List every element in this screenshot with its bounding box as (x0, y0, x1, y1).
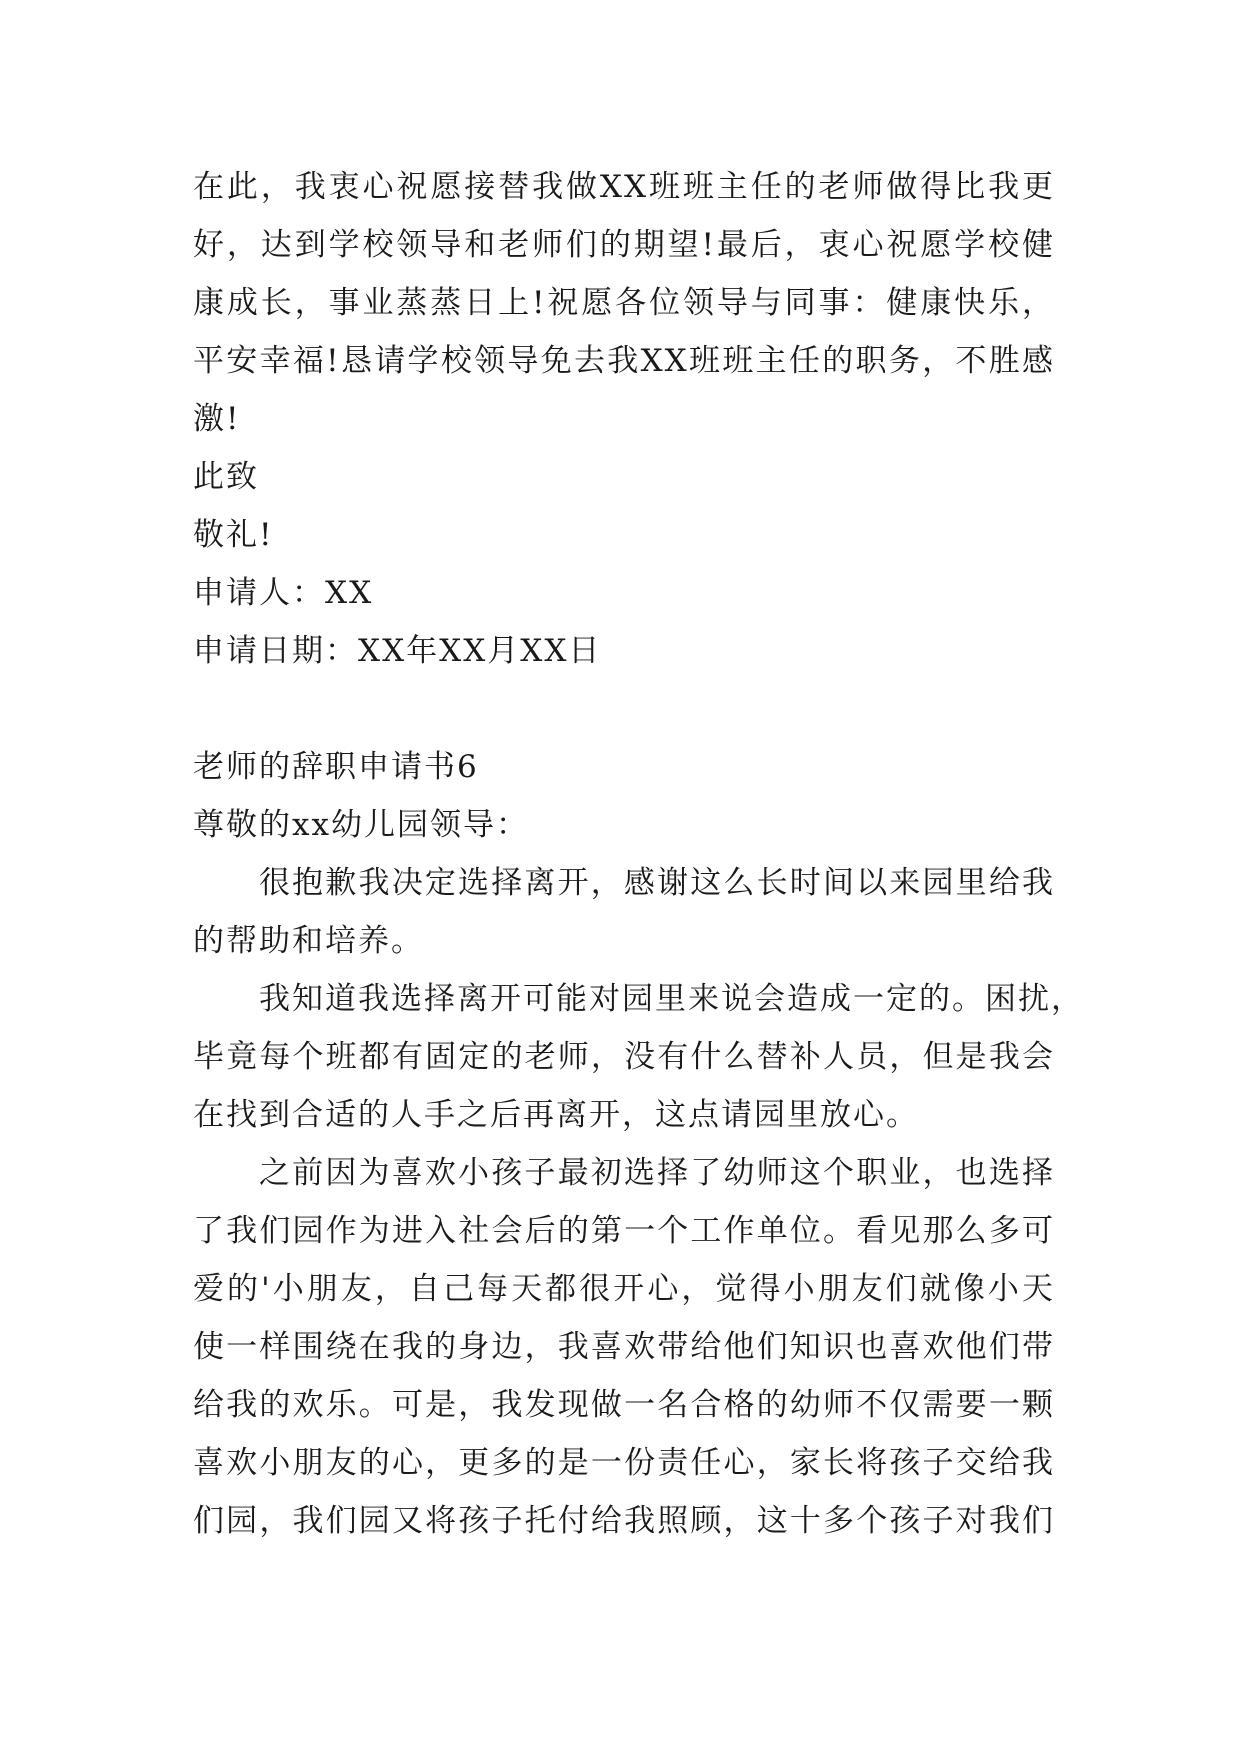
letter-salutation: 尊敬的xx幼儿园领导： (193, 807, 529, 843)
text-line: 之前因为喜欢小孩子最初选择了幼师这个职业，也选择 (259, 1155, 1055, 1191)
paragraph-2 (193, 970, 1084, 1144)
text-line: 我知道我选择离开可能对园里来说会造成一定的。困扰， (259, 981, 1084, 1017)
text-line: 平安幸福!恳请学校领导免去我XX班班主任的职务，不胜感 (193, 343, 1055, 379)
text-line: 毕竟每个班都有固定的老师，没有什么替补人员，但是我会 (193, 1039, 1055, 1075)
text-line: 的帮助和培养。 (193, 923, 424, 959)
date-line: 申请日期：XX年XX月XX日 (193, 633, 602, 669)
text-line: 很抱歉我决定选择离开，感谢这么长时间以来园里给我 (259, 865, 1055, 901)
text-line: 激! (193, 401, 241, 437)
text-line: 康成长，事业蒸蒸日上!祝愿各位领导与同事：健康快乐， (193, 285, 1055, 321)
text-line: 在此，我衷心祝愿接替我做XX班班主任的老师做得比我更 (193, 169, 1055, 205)
text-line: 爱的'小朋友，自己每天都很开心，觉得小朋友们就像小天 (193, 1271, 1055, 1307)
closing-regards: 敬礼! (193, 517, 274, 553)
letter-title: 老师的辞职申请书6 (193, 749, 479, 785)
text-line: 了我们园作为进入社会后的第一个工作单位。看见那么多可 (193, 1213, 1055, 1249)
text-line: 好，达到学校领导和老师们的期望!最后，衷心祝愿学校健 (193, 227, 1055, 263)
closing-salutation: 此致 (193, 459, 259, 495)
applicant-line: 申请人：XX (193, 575, 374, 611)
closing-paragraph (193, 158, 1055, 448)
paragraph-3 (193, 1144, 1055, 1550)
spacer (193, 680, 1055, 738)
text-line: 喜欢小朋友的心，更多的是一份责任心，家长将孩子交给我 (193, 1445, 1055, 1481)
text-line: 们园，我们园又将孩子托付给我照顾，这十多个孩子对我们 (193, 1503, 1055, 1539)
document-page (193, 158, 1084, 1550)
text-line: 给我的欢乐。可是，我发现做一名合格的幼师不仅需要一颗 (193, 1387, 1055, 1423)
text-line: 在找到合适的人手之后再离开，这点请园里放心。 (193, 1097, 919, 1133)
text-line: 使一样围绕在我的身边，我喜欢带给他们知识也喜欢他们带 (193, 1329, 1055, 1365)
paragraph-1 (193, 854, 1055, 970)
